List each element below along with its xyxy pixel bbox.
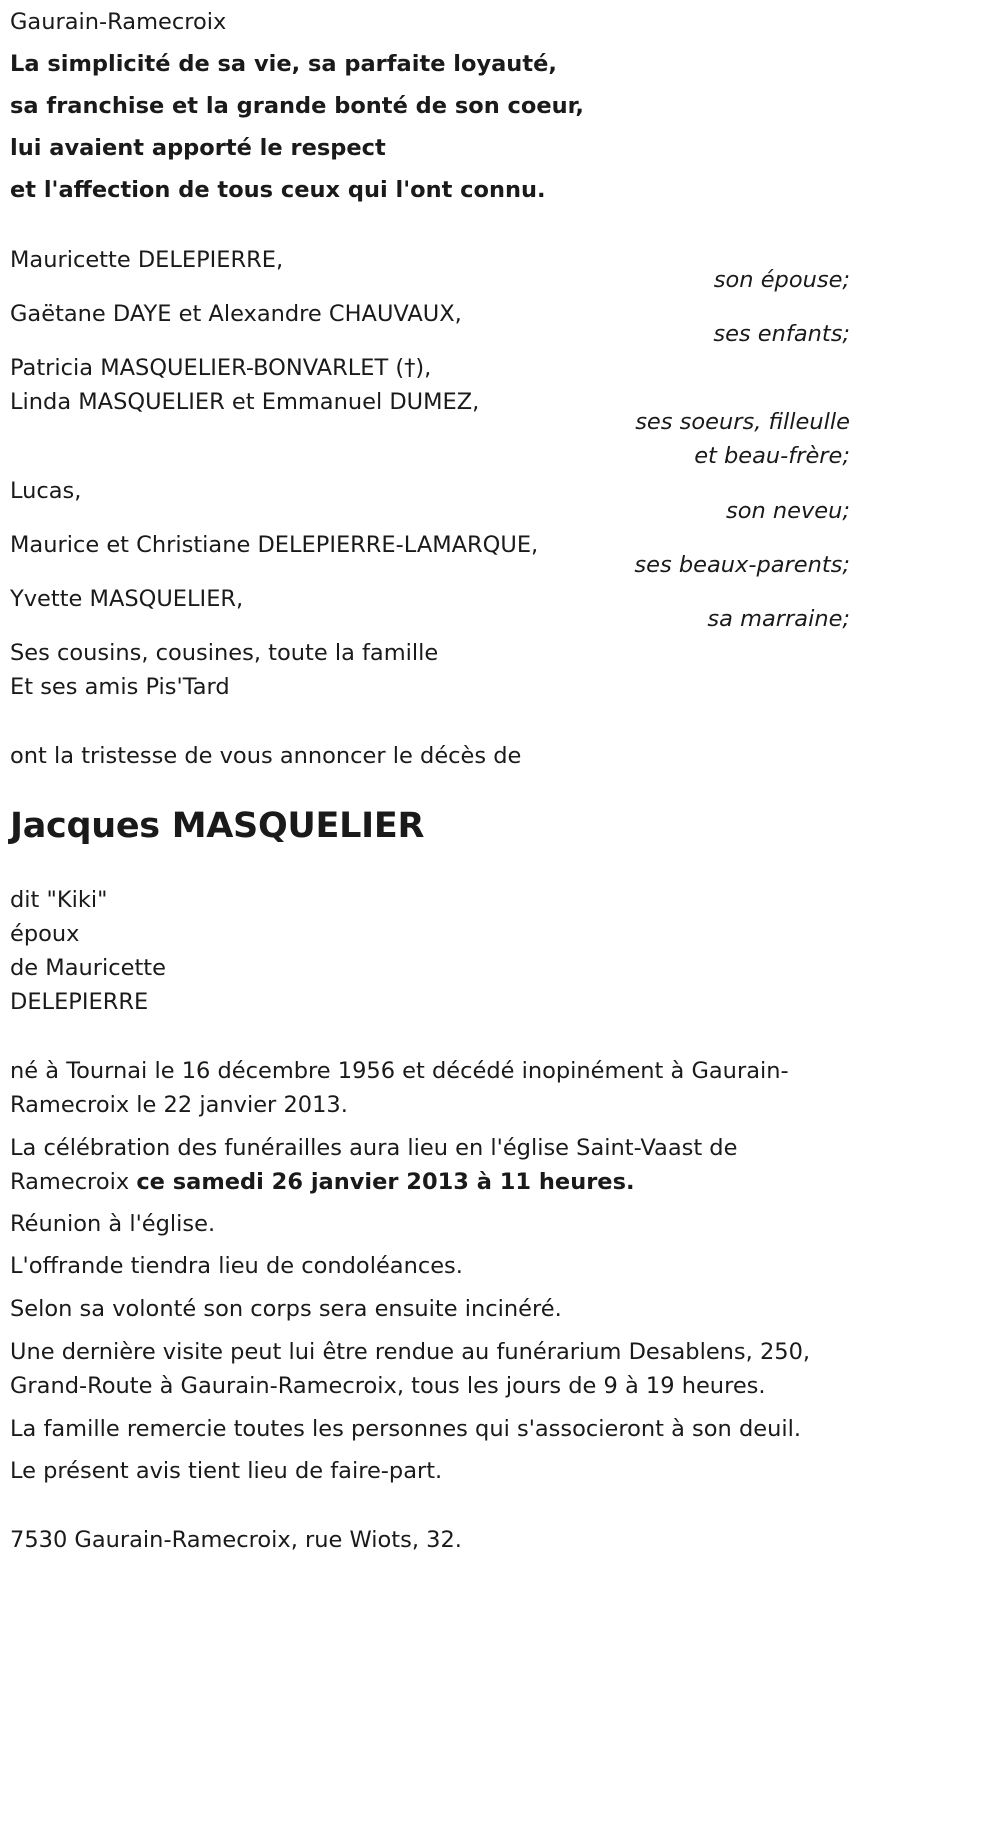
epitaph-line: La simplicité de sa vie, sa parfaite loyauté,: [10, 51, 557, 77]
funeral-date: ce samedi 26 janvier 2013 à 11 heures.: [136, 1169, 635, 1195]
epitaph-line: et l'affection de tous ceux qui l'ont connu.: [10, 177, 546, 203]
thanks-text: La famille remercie toutes les personnes qui s'associeront à son deuil.: [10, 1416, 801, 1442]
family-nephew-relation: son neveu;: [725, 498, 850, 524]
meeting-text: Réunion à l'église.: [10, 1211, 216, 1237]
family-others: Ses cousins, cousines, toute la famille: [10, 640, 439, 666]
deceased-name: Jacques MASQUELIER: [10, 806, 425, 846]
funeral-text: La célébration des funérailles aura lieu en l'église Saint-Vaast de: [10, 1135, 738, 1161]
epitaph-line: lui avaient apporté le respect: [10, 135, 386, 161]
family-siblings-relation: ses soeurs, filleulle: [635, 409, 850, 435]
deceased-detail: DELEPIERRE: [10, 989, 149, 1015]
funeral-place: Ramecroix: [10, 1169, 137, 1195]
notice-text: Le présent avis tient lieu de faire-part.: [10, 1458, 443, 1484]
family-sibling-name: Patricia MASQUELIER-BONVARLET (†),: [10, 355, 432, 381]
visit-text: Une dernière visite peut lui être rendue au funérarium Desablens, 250,: [10, 1339, 811, 1365]
deceased-detail: de Mauricette: [10, 955, 166, 981]
birth-death-text: né à Tournai le 16 décembre 1956 et décédé inopinément à Gaurain-: [10, 1058, 789, 1084]
family-in-laws-relation: ses beaux-parents;: [634, 552, 850, 578]
epitaph-line: sa franchise et la grande bonté de son coeur,: [10, 93, 584, 119]
cremation-text: Selon sa volonté son corps sera ensuite incinéré.: [10, 1296, 562, 1322]
family-godmother-relation: sa marraine;: [707, 606, 850, 632]
family-nephew-name: Lucas,: [10, 478, 82, 504]
header-place: Gaurain-Ramecroix: [10, 9, 227, 35]
family-children-relation: ses enfants;: [713, 321, 850, 347]
family-others: Et ses amis Pis'Tard: [10, 674, 230, 700]
family-sibling-name: Linda MASQUELIER et Emmanuel DUMEZ,: [10, 389, 480, 415]
announcement-text: ont la tristesse de vous annoncer le décès de: [10, 743, 522, 769]
birth-death-text: Ramecroix le 22 janvier 2013.: [10, 1092, 348, 1118]
family-siblings-relation: et beau-frère;: [694, 443, 850, 469]
family-godmother-name: Yvette MASQUELIER,: [10, 586, 244, 612]
family-spouse-relation: son épouse;: [713, 267, 850, 293]
family-spouse-name: Mauricette DELEPIERRE,: [10, 247, 284, 273]
family-in-laws-names: Maurice et Christiane DELEPIERRE-LAMARQUE,: [10, 532, 539, 558]
offering-text: L'offrande tiendra lieu de condoléances.: [10, 1253, 463, 1279]
deceased-detail: époux: [10, 921, 80, 947]
address-text: 7530 Gaurain-Ramecroix, rue Wiots, 32.: [10, 1527, 462, 1553]
visit-text: Grand-Route à Gaurain-Ramecroix, tous les jours de 9 à 19 heures.: [10, 1373, 766, 1399]
family-children-names: Gaëtane DAYE et Alexandre CHAUVAUX,: [10, 301, 462, 327]
funeral-text-line2: [10, 1162, 635, 1202]
deceased-detail: dit "Kiki": [10, 887, 108, 913]
